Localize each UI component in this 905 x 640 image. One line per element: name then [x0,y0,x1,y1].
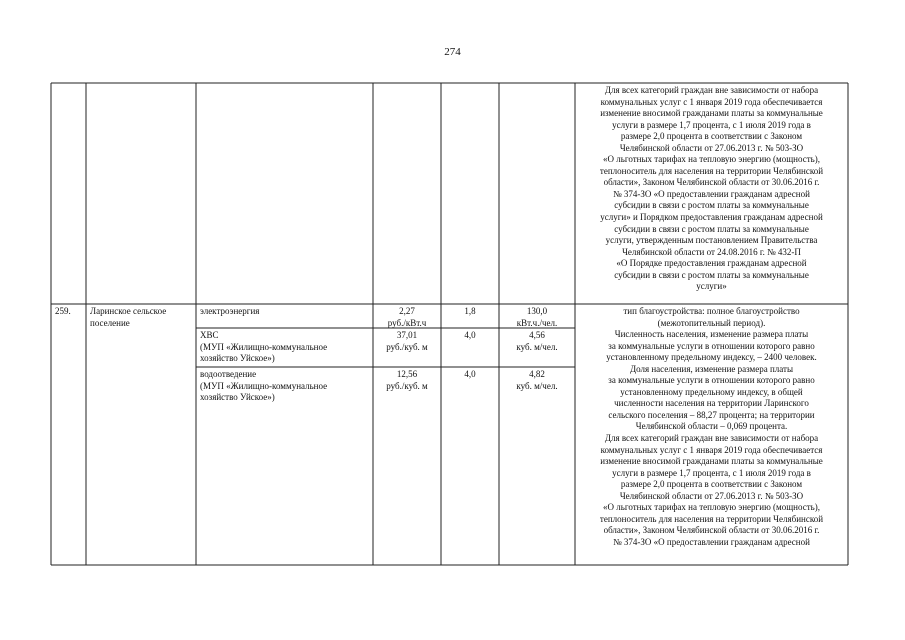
service-percent [441,330,499,342]
description-line: сельского поселения – 88,27 процента; на территории [608,409,815,420]
service-name-line: (МУП «Жилищно-коммунальное [200,380,328,391]
service-name-line: (МУП «Жилищно-коммунальное [200,341,328,352]
service-tariff [373,369,441,392]
norm-unit: куб. м/чел. [516,380,558,391]
description-line: численности населения на территории Ларинского [614,398,809,409]
settlement-name [90,306,194,329]
row-number: 259. [55,306,71,316]
service-norm [499,306,575,329]
description-line: субсидии в связи с ростом платы за коммунальные [614,200,809,211]
description-line: установленному предельному индексу, в общей [620,386,803,397]
service-name [200,306,372,318]
service-name-line: водоотведение [200,369,257,379]
service-tariff [373,330,441,353]
description-line: за коммунальные услуги в отношении которого равно [608,375,815,386]
description-line: услуги в размере 1,7 процента, с 1 июля 2019 года в [612,119,811,130]
percent-value: 4,0 [464,369,476,379]
description-line: изменение вносимой гражданами платы за коммунальные [600,456,823,467]
percent-value: 1,8 [464,306,476,316]
service-name [200,330,372,365]
description-line: Для всех категорий граждан вне зависимости от набора [604,85,819,95]
description-line: теплоноситель для населения на территории Челябинской [599,165,824,176]
description-line: коммунальных услуг с 1 января 2019 года обеспечивается [600,444,823,455]
service-tariff [373,306,441,329]
service-name [200,369,372,404]
description-line: «О Порядке предоставления гражданам адресной [616,258,807,269]
description-line: «О льготных тарифах на тепловую энергию (мощность), [603,502,820,513]
description-line: теплоноситель для населения на территории Челябинской [599,513,824,524]
description-line: установленному предельному индексу, – 2400 человек. [606,352,817,363]
norm-value: 4,82 [529,369,545,379]
service-name-line: электроэнергия [200,306,260,316]
description-line: размере 2,0 процента в соответствии с Законом [620,131,803,142]
description-line: размере 2,0 процента в соответствии с Законом [620,479,803,490]
tariff-value: 12,56 [396,369,418,379]
description-line: тип благоустройства: полное благоустройство [623,306,800,316]
row-description [575,306,848,548]
service-name-line: ХВС [200,330,219,340]
description-line: коммунальных услуг с 1 января 2019 года обеспечивается [600,96,823,107]
norm-unit: кВт.ч./чел. [516,317,558,328]
description-line: Челябинской области от 27.06.2013 г. № 503-ЗО [619,142,804,153]
description-line: услуги» [696,281,727,292]
description-line: Доля населения, изменение размера платы [629,363,794,374]
tariff-unit: руб./куб. м [386,380,428,391]
norm-value: 4,56 [529,330,545,340]
tariff-unit: руб./куб. м [386,341,428,352]
service-norm [499,330,575,353]
top-row-description [575,85,848,293]
tariff-value: 2,27 [399,306,415,316]
service-percent [441,306,499,318]
tariff-value: 37,01 [396,330,418,340]
percent-value: 4,0 [464,330,476,340]
description-line: изменение вносимой гражданами платы за коммунальные [600,108,823,119]
service-percent [441,369,499,381]
description-line: области», Законом Челябинской области от 30.06.2016 г. [603,177,820,188]
description-line: № 374-ЗО «О предоставлении гражданам адресной [613,536,810,547]
service-name-line: хозяйство Уйское») [200,353,275,364]
description-line: за коммунальные услуги в отношении которого равно [608,340,815,351]
tariff-unit: руб./кВт.ч [387,317,427,328]
description-line: Челябинской области от 27.06.2013 г. № 503-ЗО [619,490,804,501]
service-norm [499,369,575,392]
description-line: субсидии в связи с ростом платы за коммунальные [614,223,809,234]
description-line: области», Законом Челябинской области от 30.06.2016 г. [603,525,820,536]
description-line: № 374-ЗО «О предоставлении гражданам адресной [613,188,810,199]
description-line: услуги в размере 1,7 процента, с 1 июля 2019 года в [612,467,811,478]
description-line: (межотопительный период). [657,317,766,328]
service-name-line: хозяйство Уйское») [200,392,275,403]
settlement-line: поселение [90,317,130,328]
norm-unit: куб. м/чел. [516,341,558,352]
page-number: 274 [444,46,461,58]
description-line: Челябинской области от 24.08.2016 г. № 432-П [622,246,801,257]
description-line: услуги» и Порядком предоставления гражданам адресной [600,212,823,223]
description-line: «О льготных тарифах на тепловую энергию (мощность), [603,154,820,165]
description-line: Для всех категорий граждан вне зависимости от набора [604,433,819,444]
description-line: Челябинской области – 0,069 процента. [635,421,788,432]
settlement-line: Ларинское сельское [90,306,167,316]
description-line: субсидии в связи с ростом платы за коммунальные [614,269,809,280]
description-line: услуги, утвержденным постановлением Правительства [605,235,818,246]
norm-value: 130,0 [526,306,548,316]
description-line: Численность населения, изменение размера платы [614,329,809,340]
